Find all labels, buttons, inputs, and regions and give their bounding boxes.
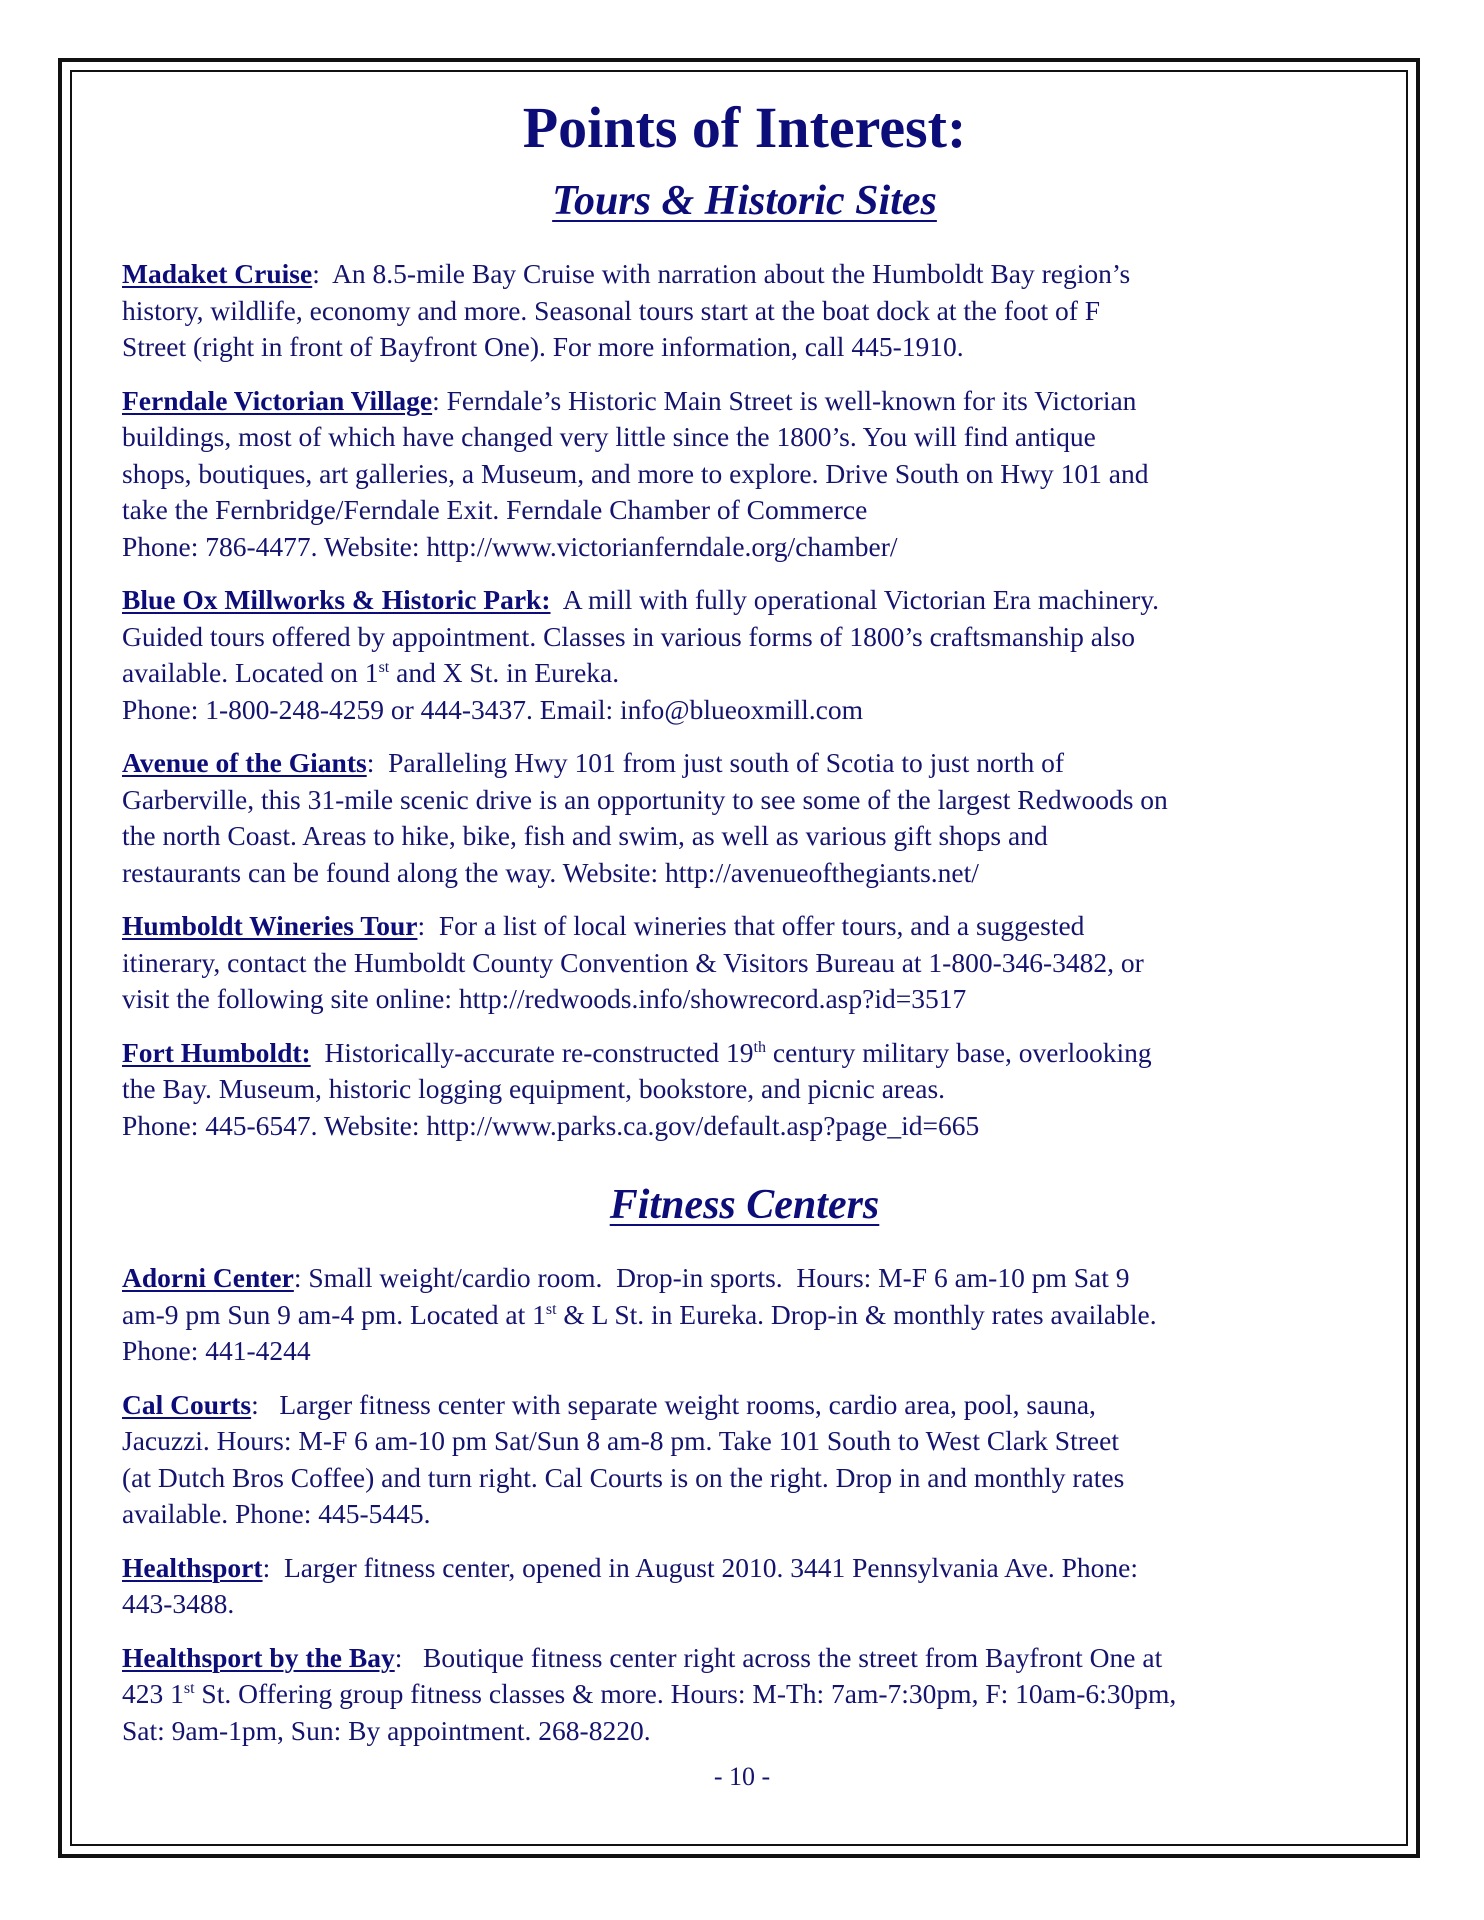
entry-name: Madaket Cruise: [122, 258, 313, 289]
entry-name: Healthsport: [122, 1551, 263, 1583]
entry-name: Fort Humboldt:: [122, 1036, 311, 1068]
page-content: [122, 86, 1367, 1766]
entry-name: Ferndale Victorian Village: [122, 384, 433, 416]
entry-healthsport-by-the-bay: Healthsport by the Bay: Boutique fitness center right across the street from Bayfront One at 423 1st St. Offering group fitness classes & more. Hours: M-Th: 7am-7:30pm, F: 10am-6:30pm, Sat: 9am-1pm, Sun: By appointment. 268-8220.: [122, 1641, 1177, 1746]
entry-blue-ox-millworks: Blue Ox Millworks & Historic Park: A mill with fully operational Victorian Era machinery. Guided tours offered by appointment. Classes in various forms of 1800’s craftsmanship also available. Located on 1st and X St. in Eureka. Phone: 1-800-248-4259 or 444-3437. Email: info@blueoxmill.com: [122, 584, 1160, 725]
entry-name: Healthsport by the Bay: [122, 1641, 395, 1673]
entry-name: Adorni Center: [122, 1262, 294, 1293]
entry-adorni-center: Adorni Center: Small weight/cardio room. Drop-in sports. Hours: M-F 6 am-10 pm Sat 9 am-9 pm Sun 9 am-4 pm. Located at 1st & L St. in Eureka. Drop-in & monthly rates available. Phone: 441-4244: [122, 1262, 1157, 1366]
entry-healthsport: Healthsport: Larger fitness center, opened in August 2010. 3441 Pennsylvania Ave. Phone: 443-3488.: [122, 1551, 1138, 1619]
section-title-tours: Tours & Historic Sites: [552, 178, 937, 224]
entry-ferndale-victorian-village: Ferndale Victorian Village: Ferndale’s Historic Main Street is well-known for its Victorian buildings, most of which have changed very little since the 1800’s. You will find antique shops, boutiques, art galleries, a Museum, and more to explore. Drive South on Hwy 101 and take the Fernbridge/Ferndale Exit. Ferndale Chamber of Commerce Phone: 786-4477. Website: http://www.victorianferndale.org/chamber/: [122, 384, 1149, 562]
entry-fort-humboldt: Fort Humboldt: Historically-accurate re-constructed 19th century military base, overlooking the Bay. Museum, historic logging equipment, bookstore, and picnic areas. Phone: 445-6547. Website: http://www.parks.ca.gov/default.asp?page_id=665: [122, 1036, 1152, 1141]
entry-humboldt-wineries-tour: Humboldt Wineries Tour: For a list of local wineries that offer tours, and a suggested itinerary, contact the Humboldt County Convention & Visitors Bureau at 1-800-346-3482, or visit the following site online: http://redwoods.info/showrecord.asp?id=3517: [122, 910, 1144, 1014]
entry-name: Cal Courts: [122, 1388, 252, 1420]
entry-cal-courts: Cal Courts: Larger fitness center with separate weight rooms, cardio area, pool, sauna, Jacuzzi. Hours: M-F 6 am-10 pm Sat/Sun 8 am-8 pm. Take 101 South to West Clark Street (at Dutch Bros Coffee) and turn right. Cal Courts is on the right. Drop in and monthly rates available. Phone: 445-5445.: [122, 1388, 1125, 1529]
section-title-fitness: Fitness Centers: [609, 1182, 880, 1228]
entry-name: Avenue of the Giants: [122, 747, 367, 778]
entry-name: Humboldt Wineries Tour: [122, 910, 418, 941]
entry-madaket-cruise: Madaket Cruise: An 8.5-mile Bay Cruise with narration about the Humboldt Bay region’s history, wildlife, economy and more. Seasonal tours start at the boat dock at the foot of F Street (right in front of Bayfront One). For more information, call 445-1910.: [122, 258, 1131, 362]
entry-avenue-of-the-giants: Avenue of the Giants: Paralleling Hwy 101 from just south of Scotia to just north of Garberville, this 31-mile scenic drive is an opportunity to see some of the largest Redwoods on the north Coast. Areas to hike, bike, fish and swim, as well as various gift shops and restaurants can be found along the way. Website: http://avenueofthegiants.net/: [122, 747, 1168, 888]
page-number: - 10 -: [713, 1762, 771, 1791]
page-title: Points of Interest:: [522, 95, 967, 160]
entry-name: Blue Ox Millworks & Historic Park:: [122, 584, 551, 615]
